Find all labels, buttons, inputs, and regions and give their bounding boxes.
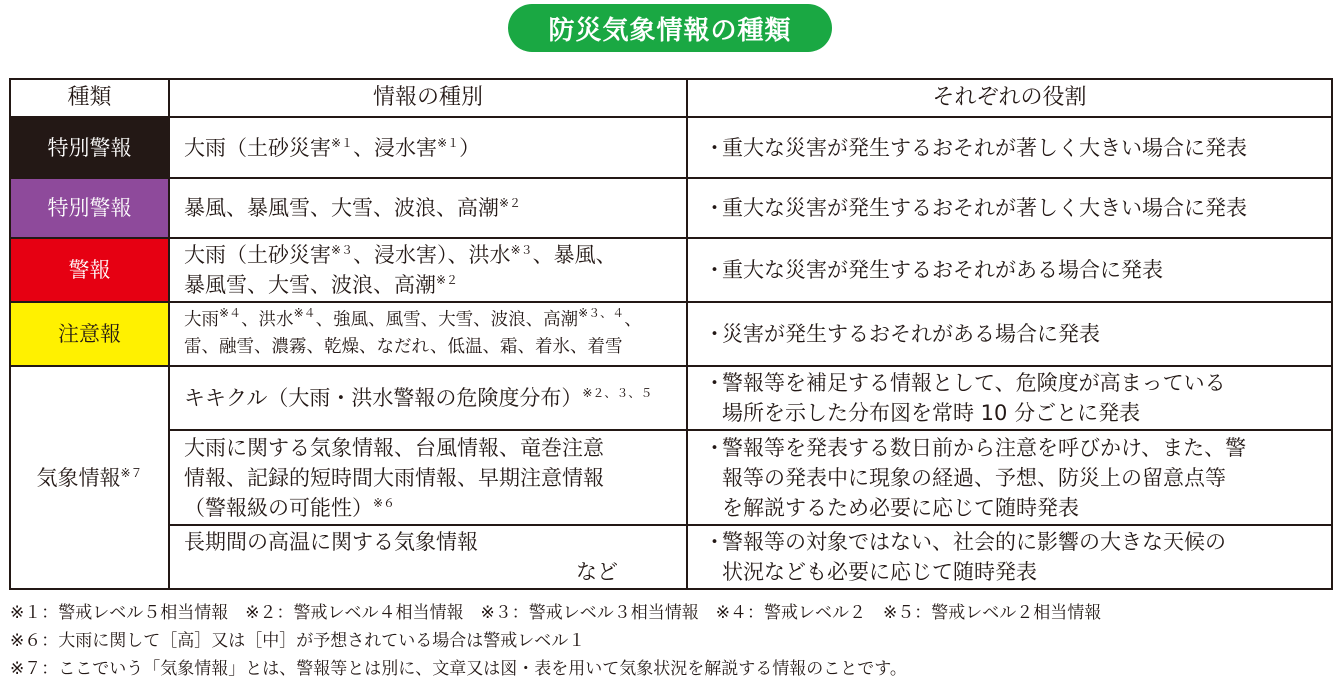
footnote-mark: ※３ [331, 243, 354, 257]
table-header-row [10, 79, 1332, 117]
info-text: キキクル（大雨・洪水警報の危険度分布） [184, 386, 583, 410]
info-cell [169, 302, 687, 366]
info-text: 暴風雪、大雪、波浪、高潮 [184, 273, 436, 297]
info-text: 、浸水害 [353, 135, 438, 160]
footnote-mark: ※４ [219, 306, 242, 320]
bullet: ・ [704, 322, 725, 346]
role-text: 報等の発表中に現象の経過、予想、防災上の留意点等 [722, 465, 1226, 490]
footnote-mark: ※３、４ [578, 306, 625, 320]
role-text: を解説するため必要に応じて随時発表 [722, 495, 1079, 520]
type-text: 気象情報 [36, 465, 121, 490]
info-cell [169, 366, 687, 430]
page-title: 防災気象情報の種類 [508, 4, 832, 52]
footnote-mark: ※１ [437, 135, 460, 150]
info-text: 大雨（土砂災害 [184, 243, 331, 267]
footnote-line: ※７：ここでいう「気象情報」とは、警報等とは別に、文章又は図・表を用いて気象状況を解説する情報のことです。 [10, 659, 907, 679]
info-text: 、洪水 [241, 310, 294, 330]
info-text: ） [459, 135, 481, 160]
role-cell [687, 117, 1332, 178]
info-text: など [576, 560, 618, 584]
header-role: それぞれの役割 [687, 79, 1332, 117]
role-text: 災害が発生するおそれがある場合に発表 [722, 322, 1100, 346]
footnote-mark: ※１ [331, 135, 354, 150]
role-text: 重大な災害が発生するおそれがある場合に発表 [722, 258, 1163, 282]
role-cell [687, 238, 1332, 302]
table-row [10, 238, 1332, 302]
type-advisory-yellow: 注意報 [10, 302, 169, 366]
info-text: 大雨 [184, 310, 219, 330]
bullet: ・ [704, 530, 725, 554]
disaster-info-table [9, 78, 1333, 590]
info-cell [169, 117, 687, 178]
table-row [10, 178, 1332, 238]
info-text: 大雨（土砂災害 [184, 135, 331, 160]
info-text: 情報、記録的短時間大雨情報、早期注意情報 [184, 465, 604, 490]
bullet: ・ [704, 435, 725, 460]
info-cell [169, 525, 687, 589]
table-row [10, 366, 1332, 430]
role-cell [687, 430, 1332, 525]
role-text: 警報等を補足する情報として、危険度が高まっている [722, 371, 1226, 395]
role-cell [687, 366, 1332, 430]
bullet: ・ [704, 371, 725, 395]
footnote-mark: ※６ [373, 495, 396, 510]
info-text: （警報級の可能性） [184, 495, 373, 520]
role-cell [687, 178, 1332, 238]
info-text: 、浸水害）、洪水 [353, 243, 511, 267]
role-cell [687, 302, 1332, 366]
info-text: 雷、融雪、濃霧、乾燥、なだれ、低温、霜、着氷、着雪 [184, 337, 623, 357]
type-special-warning-black: 特別警報 [10, 117, 169, 178]
bullet: ・ [704, 196, 725, 220]
footnote-mark: ※２ [436, 273, 459, 287]
table-row [10, 525, 1332, 589]
info-text: 、 [624, 310, 642, 330]
type-special-warning-purple: 特別警報 [10, 178, 169, 238]
footnote-mark: ※７ [120, 465, 143, 480]
info-text: 、強風、風雪、大雪、波浪、高潮 [315, 310, 579, 330]
table-row [10, 430, 1332, 525]
info-text: 長期間の高温に関する気象情報 [184, 530, 478, 554]
table-row [10, 117, 1332, 178]
type-warning-red: 警報 [10, 238, 169, 302]
info-cell [169, 238, 687, 302]
role-text: 重大な災害が発生するおそれが著しく大きい場合に発表 [722, 135, 1247, 160]
footnote-line: ※６：大雨に関して［高］又は［中］が予想されている場合は警戒レベル１ [10, 631, 586, 651]
info-text: 、暴風、 [532, 243, 617, 267]
footnote-mark: ※４ [293, 306, 316, 320]
info-cell [169, 430, 687, 525]
footnote-line: ※１：警戒レベル５相当情報 ※２：警戒レベル４相当情報 ※３：警戒レベル３相当情報 ※４：警戒レベル２ ※５：警戒レベル２相当情報 [10, 603, 1102, 623]
info-text: 暴風、暴風雪、大雪、波浪、高潮 [184, 196, 499, 220]
header-type: 種類 [10, 79, 169, 117]
footnotes [10, 599, 1330, 683]
info-cell [169, 178, 687, 238]
info-text: 大雨に関する気象情報、台風情報、竜巻注意 [184, 435, 604, 460]
role-text: 状況なども必要に応じて随時発表 [722, 560, 1037, 584]
header-info: 情報の種別 [169, 79, 687, 117]
footnote-mark: ※２、３、５ [582, 386, 653, 400]
type-weather-info [10, 366, 169, 589]
role-text: 警報等の対象ではない、社会的に影響の大きな天候の [722, 530, 1226, 554]
role-text: 重大な災害が発生するおそれが著しく大きい場合に発表 [722, 196, 1247, 220]
role-text: 警報等を発表する数日前から注意を呼びかけ、また、警 [722, 435, 1247, 460]
bullet: ・ [704, 135, 725, 160]
bullet: ・ [704, 258, 725, 282]
footnote-mark: ※２ [499, 196, 522, 210]
footnote-mark: ※３ [510, 243, 533, 257]
role-cell [687, 525, 1332, 589]
table-row [10, 302, 1332, 366]
role-text: 場所を示した分布図を常時 10 分ごとに発表 [722, 401, 1141, 425]
